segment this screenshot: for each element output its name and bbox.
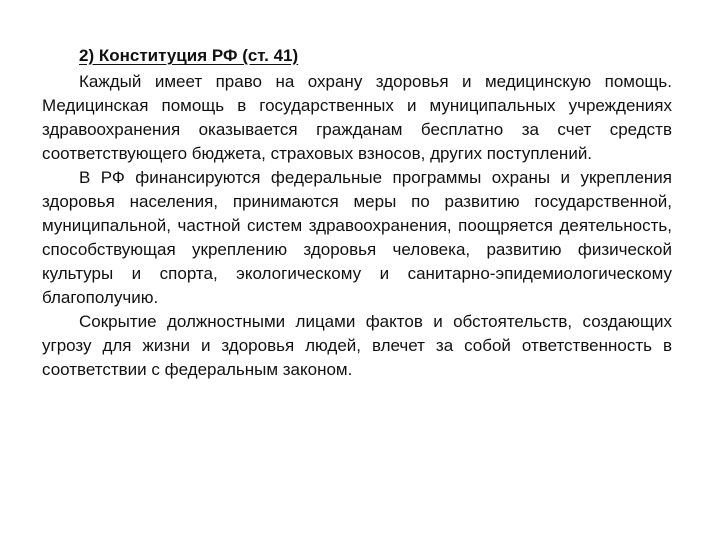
document-body <box>42 44 672 382</box>
document-heading: 2) Конституция РФ (ст. 41) <box>79 46 299 65</box>
paragraph-right-to-health: Каждый имеет право на охрану здоровья и медицинскую помощь. Медицинская помощь в государственных и муниципальных учреждениях здравоохранения оказывается гражданам бесплатно за счет средств соответствующего бюджета, страховых взносов, других поступлений. <box>42 72 672 163</box>
paragraph-federal-programs: В РФ финансируются федеральные программы охраны и укрепления здоровья населения, принимаются меры по развитию государственной, муниципальной, частной систем здравоохранения, поощряется деятельность, способствующая укреплению здоровья человека, развитию физической культуры и спорта, экологическому и санитарно-эпидемиологическому благополучию. <box>42 168 672 307</box>
paragraph-responsibility: Сокрытие должностными лицами фактов и обстоятельств, создающих угрозу для жизни и здоровья людей, влечет за собой ответственность в соответствии с федеральным законом. <box>42 312 672 379</box>
